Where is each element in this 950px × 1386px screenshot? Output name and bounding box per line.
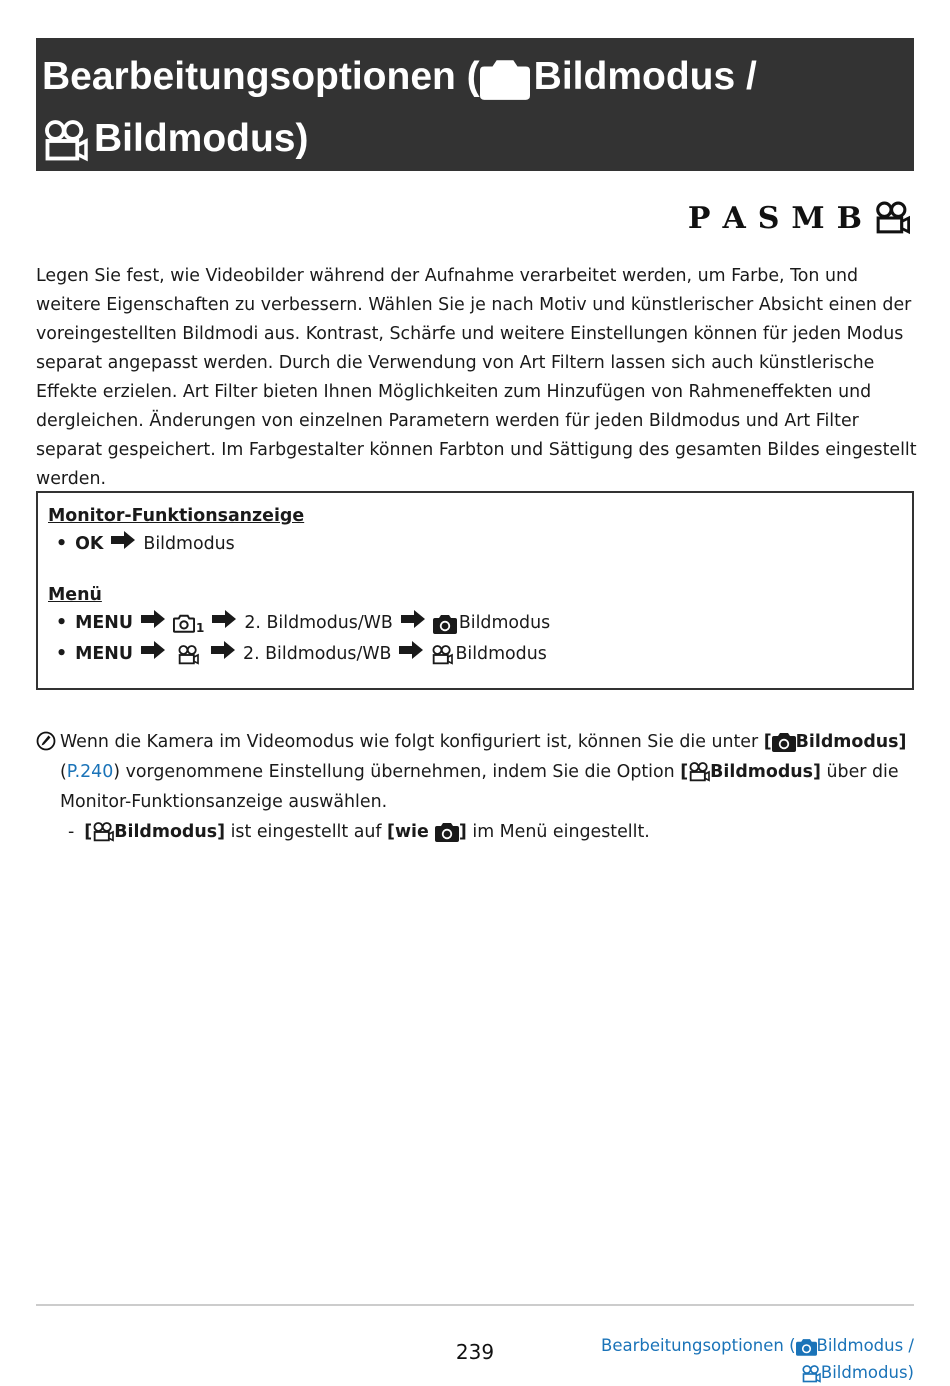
menu-row-video: • MENU 2. Bildmodus/WB Bildmodus	[48, 639, 902, 670]
menu-heading: Menü	[48, 585, 102, 605]
menu-row-photo: • MENU 1 2. Bildmodus/WB Bildmodus	[48, 608, 902, 639]
movie-camera-icon	[431, 645, 453, 665]
camera-icon	[433, 614, 457, 634]
intro-paragraph: Legen Sie fest, wie Videobilder während der Aufnahme verarbeitet werden, um Farbe, Ton und weitere Eigenschaften zu verbessern. Wählen Sie je nach Motiv und künstlerischer Absicht einen der voreingestellten Bildmodi aus. Kontrast, Schärfe und weitere Einstellungen können für jeden Modus separat angepasst werden. Durch die Verwendung von Art Filtern lassen sich auch künstlerische Effekte erzielen. Art Filter bieten Ihnen Möglichkeiten zum Hinzufügen von Rahmeneffekten und dergleichen. Änderungen von einzelnen Parametern werden für jeden Bildmodus und Art Filter separat gespeichert. Im Farbgestalter können Farbton und Sättigung des gesamten Bildes eingestellt werden.	[36, 266, 917, 489]
menu-tab-sub: 1	[196, 621, 205, 635]
page-title-part1: Bearbeitungsoptionen (	[42, 55, 480, 98]
menu-target: Bildmodus	[458, 613, 551, 633]
arrow-icon	[141, 639, 165, 670]
page-reference-link[interactable]: P.240	[66, 762, 114, 782]
monitor-target: Bildmodus	[143, 534, 235, 554]
monitor-heading: Monitor-Funktionsanzeige	[48, 506, 305, 526]
arrow-icon	[211, 639, 235, 670]
note-line-2: (P.240) vorgenommene Einstellung übernehmen, indem Sie die Option [ Bildmodus] über die	[60, 762, 899, 782]
movie-camera-icon	[801, 1365, 821, 1383]
camera-icon	[435, 822, 459, 842]
arrow-icon	[111, 529, 135, 560]
monitor-row: • OK Bildmodus	[48, 529, 902, 560]
note-section	[36, 727, 916, 847]
mode-s: S	[757, 200, 780, 236]
page-title-part2: Bildmodus /	[533, 55, 757, 98]
page-title-line-1	[42, 46, 914, 108]
page-title-bar	[36, 38, 914, 171]
camera-icon	[772, 732, 796, 752]
menu-target: Bildmodus	[455, 644, 547, 664]
menu-key: MENU	[75, 613, 133, 633]
note-line-3: Monitor-Funktionsanzeige auswählen.	[60, 792, 388, 812]
menu-item: 2. Bildmodus/WB	[244, 613, 393, 633]
mode-a: A	[722, 200, 746, 236]
movie-camera-icon	[42, 120, 88, 162]
page-title-line-2	[42, 108, 914, 170]
movie-mode-icon	[874, 201, 910, 235]
arrow-icon	[141, 608, 165, 639]
page-number: 239	[455, 1340, 495, 1364]
note-sub-item: - [ Bildmodus] ist eingestellt auf [wie ] im Menü eingestellt.	[68, 822, 650, 842]
camera-outline-icon	[173, 614, 195, 633]
menu-item: 2. Bildmodus/WB	[243, 644, 392, 664]
footer-section-link[interactable]: Bearbeitungsoptionen ( Bildmodus / Bildmodus)	[601, 1336, 914, 1382]
arrow-icon	[212, 608, 236, 639]
footer-divider	[36, 1304, 914, 1306]
access-box	[36, 491, 914, 690]
mode-m: M	[791, 200, 825, 236]
camera-icon	[480, 58, 530, 100]
shooting-modes	[676, 196, 910, 240]
ok-key: OK	[75, 534, 104, 554]
menu-key: MENU	[75, 644, 133, 664]
arrow-icon	[401, 608, 425, 639]
mode-p: P	[687, 200, 711, 236]
arrow-icon	[399, 639, 423, 670]
mode-b: B	[836, 200, 862, 236]
movie-camera-icon	[92, 822, 114, 842]
movie-camera-icon	[177, 645, 199, 665]
page-title-part3: Bildmodus)	[94, 117, 309, 160]
movie-camera-icon	[688, 762, 710, 782]
note-pencil-icon	[36, 727, 60, 817]
camera-icon	[796, 1338, 817, 1356]
note-line-1: Wenn die Kamera im Videomodus wie folgt konfiguriert ist, können Sie die unter [ Bildmodus]	[60, 732, 907, 752]
